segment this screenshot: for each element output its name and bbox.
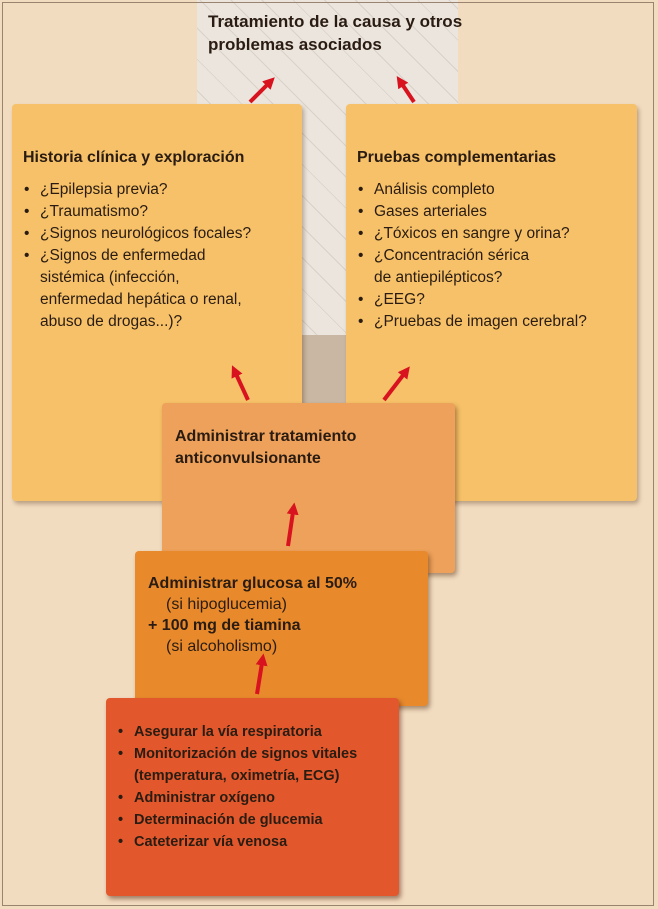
history-item-line: enfermedad hepática o renal,: [40, 291, 242, 308]
tests-item-line: • ¿EEG?: [374, 291, 425, 308]
history-item-line: abuso de drogas...)?: [40, 313, 183, 330]
tests-item-line: de antiepilépticos?: [374, 269, 503, 286]
history-item-line: • ¿Signos de enfermedad: [40, 247, 206, 264]
history-item-line: • ¿Traumatismo?: [40, 203, 148, 220]
tests-title: Pruebas complementarias: [357, 149, 557, 166]
history-title: Historia clínica y exploración: [23, 149, 245, 166]
history-item-line: • ¿Epilepsia previa?: [40, 181, 168, 198]
tests-item-line: • Gases arteriales: [374, 203, 487, 220]
initial-item-line: • Determinación de glucemia: [134, 812, 323, 828]
glucose-line3: + 100 mg de tiamina: [148, 617, 301, 634]
outer-frame: [2, 2, 654, 906]
tests-item-line: • ¿Pruebas de imagen cerebral?: [374, 313, 587, 330]
initial-item-line: • Asegurar la vía respiratoria: [134, 724, 322, 740]
initial-item-line: (temperatura, oximetría, ECG): [134, 768, 340, 784]
history-item-line: sistémica (infección,: [40, 269, 180, 286]
history-item-line: • ¿Signos neurológicos focales?: [40, 225, 252, 242]
top-title-line2: problemas asociados: [208, 35, 382, 54]
glucose-line4: (si alcoholismo): [166, 638, 278, 655]
initial-item-line: • Monitorización de signos vitales: [134, 746, 358, 762]
initial-item-line: • Administrar oxígeno: [134, 790, 275, 806]
glucose-line2: (si hipoglucemia): [166, 596, 287, 613]
anticonvulsant-line2: anticonvulsionante: [175, 450, 321, 467]
initial-item-line: • Cateterizar vía venosa: [134, 834, 288, 850]
tests-item-line: • ¿Tóxicos en sangre y orina?: [374, 225, 570, 242]
glucose-line1: Administrar glucosa al 50%: [148, 575, 357, 592]
tests-item-line: • ¿Concentración sérica: [374, 247, 530, 264]
anticonvulsant-line1: Administrar tratamiento: [175, 428, 357, 445]
tests-item-line: • Análisis completo: [374, 181, 495, 198]
top-title-line1: Tratamiento de la causa y otros: [208, 12, 463, 31]
